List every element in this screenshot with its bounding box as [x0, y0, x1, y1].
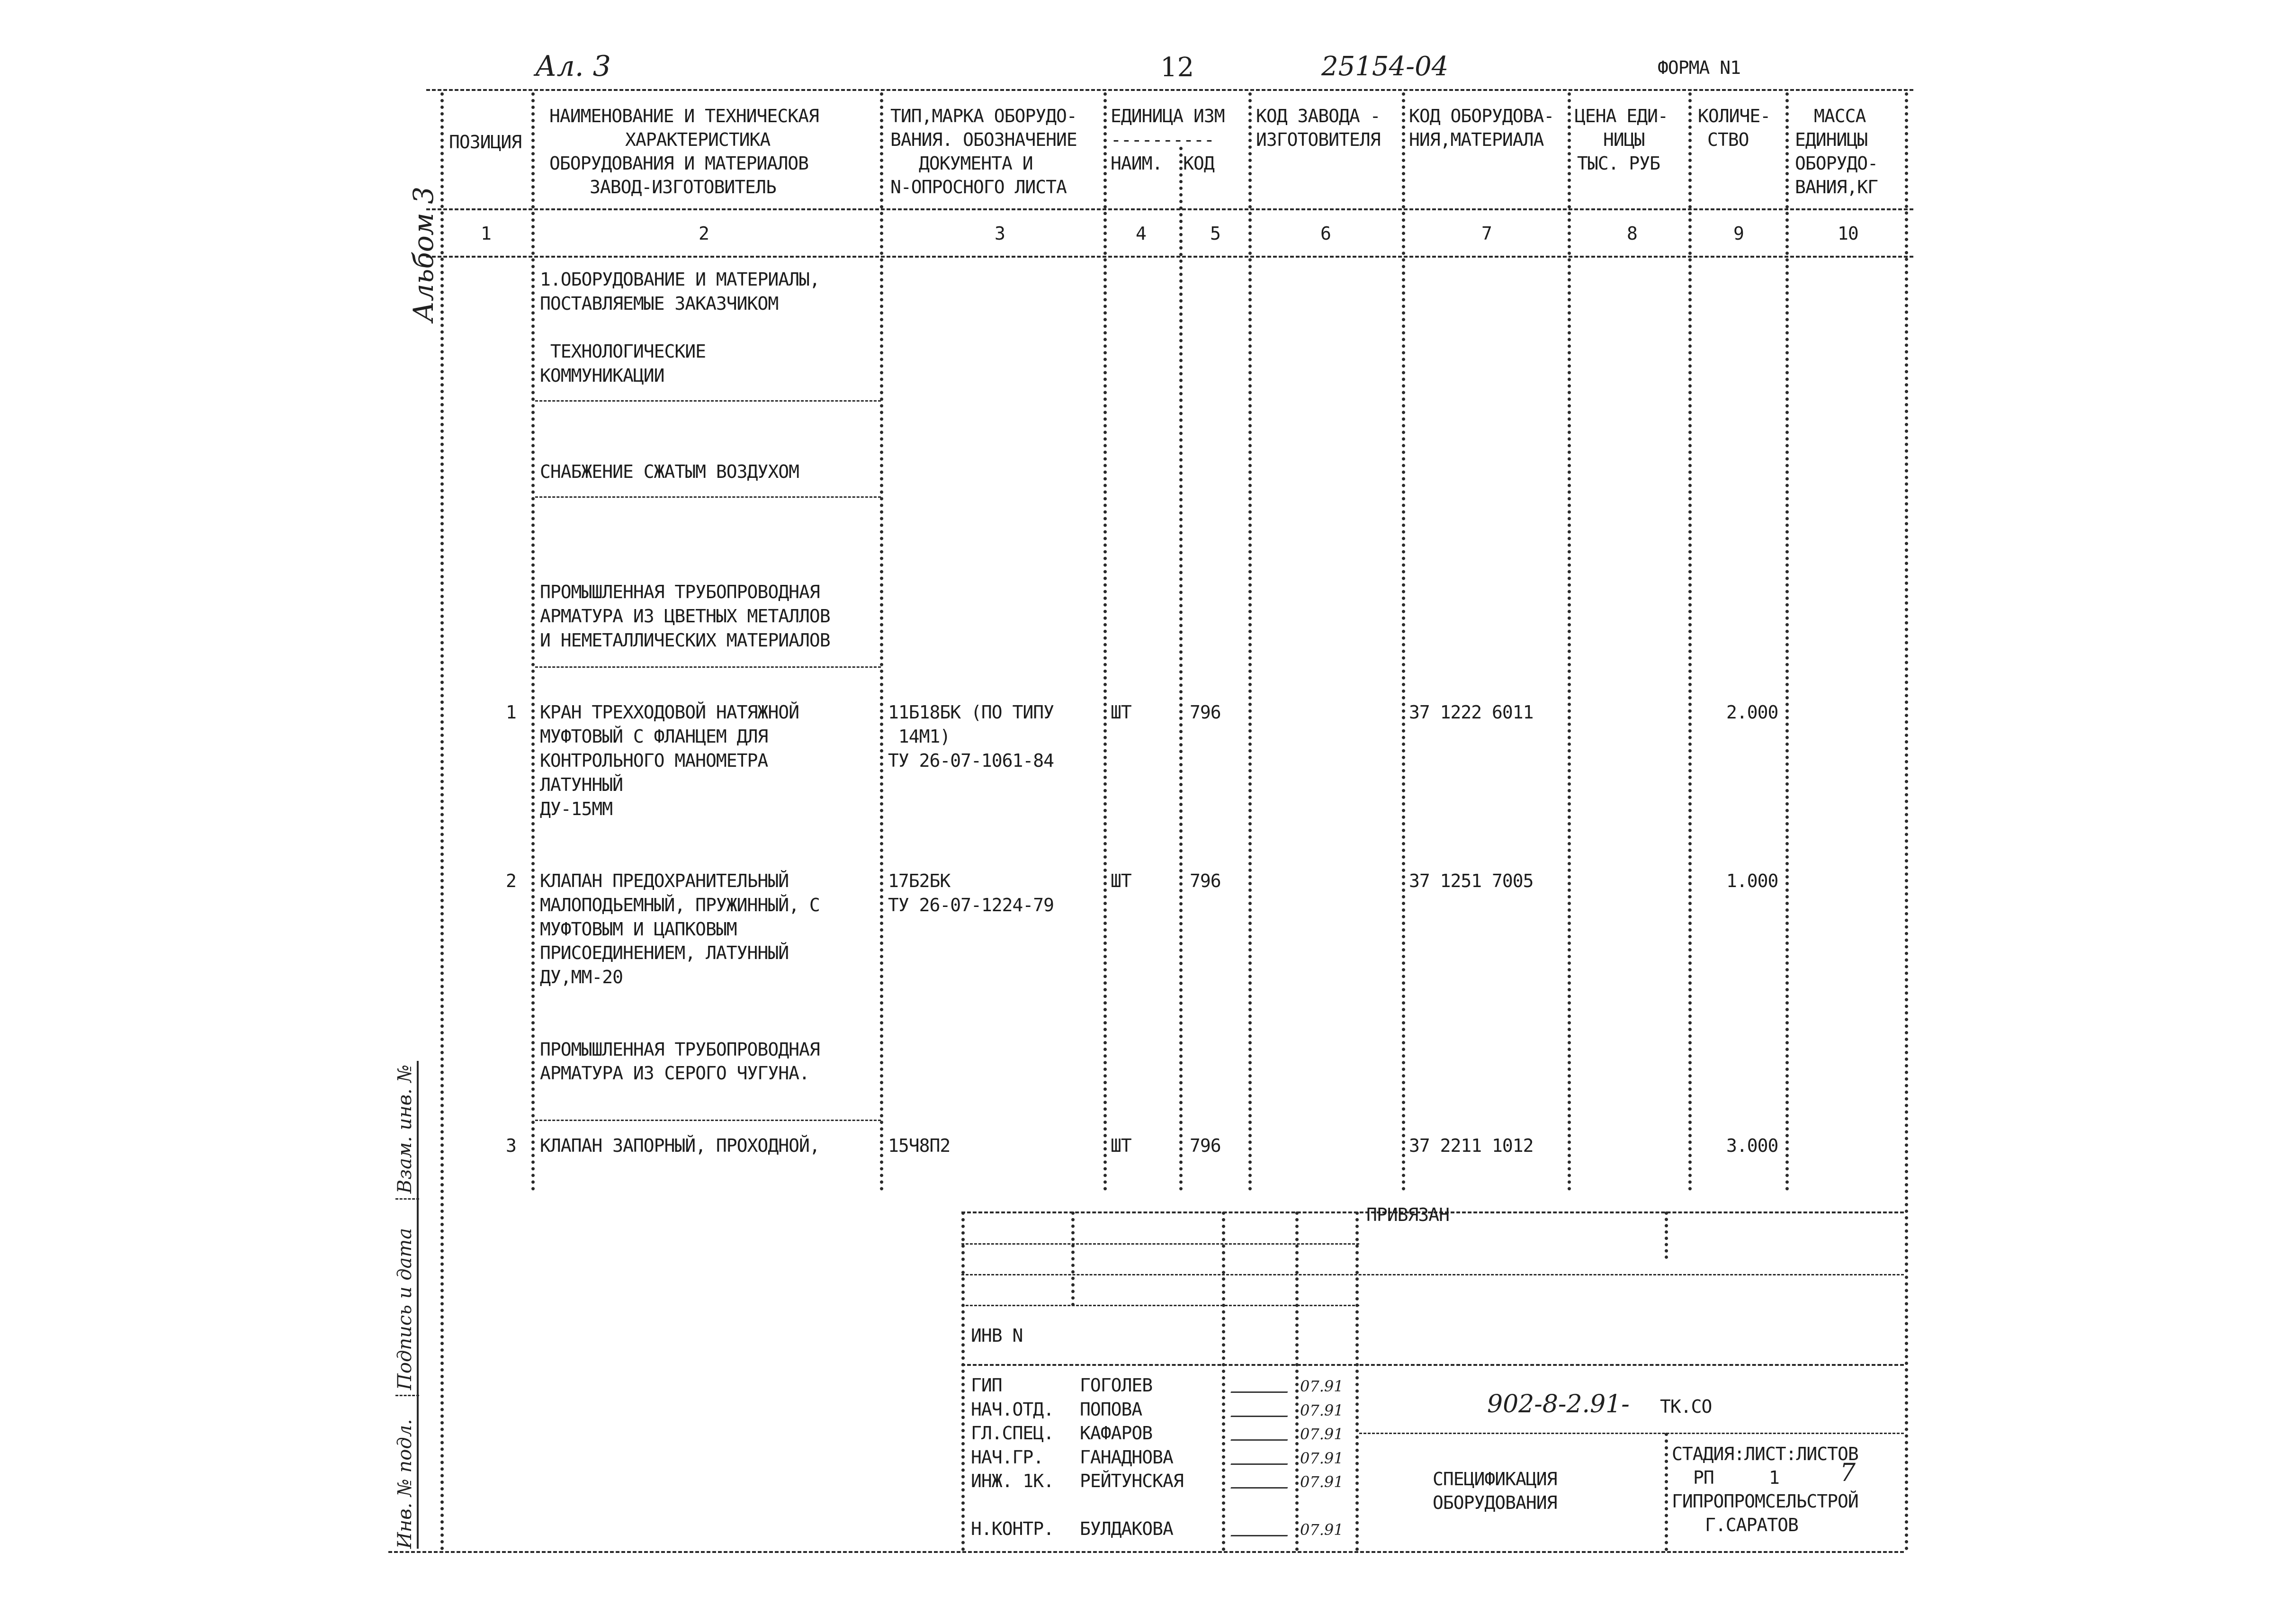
- header-quantity-line1: КОЛИЧЕ-: [1698, 106, 1771, 126]
- row-type: ТУ 26-07-1061-84: [888, 750, 1054, 771]
- page-number: 12: [1160, 52, 1194, 83]
- row-name: КРАН ТРЕХХОДОВОЙ НАТЯЖНОЙ: [540, 702, 799, 723]
- column-number-4: 4: [1136, 223, 1146, 244]
- column-number-10: 10: [1838, 223, 1858, 244]
- signer-name: ПОПОВА: [1080, 1399, 1142, 1420]
- form-label: ФОРМА N1: [1658, 57, 1741, 78]
- document-title-line1: СПЕЦИФИКАЦИЯ: [1433, 1469, 1557, 1489]
- row-unit: ШТ: [1111, 702, 1131, 723]
- row-name: ПРИСОЕДИНЕНИЕМ, ЛАТУННЫЙ: [540, 942, 789, 963]
- row-name: МУФТОВЫЙ С ФЛАНЦЕМ ДЛЯ: [540, 726, 768, 747]
- column-separator: [1248, 92, 1252, 1191]
- stamp-separator: [1295, 1211, 1299, 1551]
- row-position: 2: [506, 870, 516, 891]
- city-name: Г.САРАТОВ: [1705, 1515, 1798, 1535]
- signature-mark: [1230, 1375, 1293, 1393]
- header-equipment-code-line1: КОД ОБОРУДОВА-: [1409, 106, 1554, 126]
- column-separator: [1402, 92, 1405, 1191]
- header-type-line4: N-ОПРОСНОГО ЛИСТА: [890, 177, 1067, 197]
- header-quantity-line2: СТВО: [1707, 129, 1749, 150]
- sheet-bottom-rule: [388, 1551, 1904, 1553]
- project-suffix: ТК.СО: [1660, 1396, 1712, 1417]
- column-separator: [531, 92, 535, 1191]
- stage-value: РП: [1693, 1467, 1714, 1488]
- column-number-1: 1: [481, 223, 491, 244]
- row-name: ДУ-15ММ: [540, 798, 613, 819]
- row-position: 3: [506, 1135, 516, 1156]
- header-mass-line1: МАССА: [1814, 106, 1866, 126]
- table-right-border: [1905, 92, 1908, 1551]
- row-unit: ШТ: [1111, 870, 1131, 891]
- header-type-line3: ДОКУМЕНТА И: [919, 153, 1033, 174]
- signer-name: ГАНАДНОВА: [1080, 1447, 1173, 1468]
- stamp-separator: [1222, 1211, 1225, 1551]
- row-name: КЛАПАН ПРЕДОХРАНИТЕЛЬНЫЙ: [540, 870, 789, 891]
- row-unit-code: 796: [1190, 1135, 1221, 1156]
- stamp-separator: [1665, 1433, 1668, 1551]
- signer-role: НАЧ.ГР.: [971, 1447, 1044, 1468]
- header-factory-code-line2: ИЗГОТОВИТЕЛЯ: [1256, 129, 1381, 150]
- stamp-separator: [1355, 1211, 1359, 1551]
- row-equipment-code: 37 1222 6011: [1409, 702, 1534, 723]
- side-label-replaced: Взам. инв. №: [394, 1064, 416, 1193]
- privyazan-label: ПРИВЯЗАН: [1366, 1204, 1450, 1225]
- row-name: ТЕХНОЛОГИЧЕСКИЕ: [540, 341, 706, 362]
- row-name: КЛАПАН ЗАПОРНЫЙ, ПРОХОДНОЙ,: [540, 1135, 820, 1156]
- row-name: И НЕМЕТАЛЛИЧЕСКИХ МАТЕРИАЛОВ: [540, 630, 830, 651]
- row-quantity: 1.000: [1726, 870, 1778, 891]
- stamp-rule: [961, 1243, 1359, 1245]
- section-rule: [535, 666, 881, 668]
- row-type: 11Б18БК (ПО ТИПУ: [888, 702, 1054, 723]
- row-name: АРМАТУРА ИЗ ЦВЕТНЫХ МЕТАЛЛОВ: [540, 606, 830, 627]
- organization-name: ГИПРОПРОМСЕЛЬСТРОЙ: [1672, 1491, 1858, 1512]
- signature-mark: [1230, 1400, 1293, 1417]
- row-name: АРМАТУРА ИЗ СЕРОГО ЧУГУНА.: [540, 1063, 809, 1084]
- signer-name: ГОГОЛЕВ: [1080, 1375, 1153, 1396]
- signer-role: НАЧ.ОТД.: [971, 1399, 1054, 1420]
- column-separator: [1179, 147, 1183, 1191]
- row-unit-code: 796: [1190, 870, 1221, 891]
- stamp-rule: [961, 1364, 1904, 1366]
- signature-mark: [1230, 1447, 1293, 1465]
- row-type: 15Ч8П2: [888, 1135, 951, 1156]
- row-position: 1: [506, 702, 516, 723]
- header-name-line4: ЗАВОД-ИЗГОТОВИТЕЛЬ: [590, 177, 776, 197]
- row-name: МУФТОВЫМ И ЦАПКОВЫМ: [540, 919, 737, 940]
- signer-date: 07.91: [1300, 1377, 1344, 1395]
- column-separator: [1568, 92, 1571, 1191]
- row-name: СНАБЖЕНИЕ СЖАТЫМ ВОЗДУХОМ: [540, 461, 799, 482]
- document-code: 25154-04: [1321, 51, 1449, 82]
- header-mass-line3: ОБОРУДО-: [1795, 153, 1878, 174]
- signer-name: КАФАРОВ: [1080, 1423, 1153, 1444]
- row-equipment-code: 37 1251 7005: [1409, 870, 1534, 891]
- section-rule: [535, 400, 881, 402]
- header-position-line2: ПОЗИЦИЯ: [449, 132, 522, 153]
- row-unit: ШТ: [1111, 1135, 1131, 1156]
- signer-date: 07.91: [1300, 1473, 1344, 1491]
- row-equipment-code: 37 2211 1012: [1409, 1135, 1534, 1156]
- signature-mark: [1230, 1471, 1293, 1489]
- signer-name: БУЛДАКОВА: [1080, 1518, 1173, 1539]
- table-left-border: [440, 92, 444, 1551]
- row-name: КОНТРОЛЬНОГО МАНОМЕТРА: [540, 750, 768, 771]
- signature-mark: [1230, 1423, 1293, 1441]
- stamp-rule: [961, 1305, 1359, 1306]
- header-factory-code-line1: КОД ЗАВОДА -: [1256, 106, 1381, 126]
- signer-name: РЕЙТУНСКАЯ: [1080, 1471, 1184, 1491]
- header-unit-line1: ЕДИНИЦА ИЗМ: [1111, 106, 1225, 126]
- header-price-line2: НИЦЫ: [1603, 129, 1645, 150]
- header-type-line2: ВАНИЯ. ОБОЗНАЧЕНИЕ: [890, 129, 1077, 150]
- stage-header: СТАДИЯ:ЛИСТ:ЛИСТОВ: [1672, 1444, 1858, 1464]
- stamp-separator: [1665, 1211, 1668, 1259]
- column-number-7: 7: [1481, 223, 1492, 244]
- stamp-rule: [1359, 1433, 1904, 1434]
- column-separator: [880, 92, 883, 1191]
- column-number-3: 3: [995, 223, 1005, 244]
- header-mass-line4: ВАНИЯ,КГ: [1795, 177, 1878, 197]
- stamp-separator: [961, 1211, 965, 1551]
- stamp-rule: [961, 1274, 1904, 1275]
- signer-role: ГИП: [971, 1375, 1002, 1396]
- row-unit-code: 796: [1190, 702, 1221, 723]
- row-name: ПРОМЫШЛЕННАЯ ТРУБОПРОВОДНАЯ: [540, 582, 820, 602]
- row-name: 1.ОБОРУДОВАНИЕ И МАТЕРИАЛЫ,: [540, 269, 820, 290]
- row-type: 14М1): [888, 726, 951, 747]
- header-unit-line3: НАИМ. КОД: [1111, 153, 1214, 174]
- row-type: 17Б2БК: [888, 870, 951, 891]
- column-separator: [1688, 92, 1692, 1191]
- row-name: ДУ,ММ-20: [540, 967, 623, 987]
- side-frame-rule: [395, 1198, 419, 1200]
- table-top-rule: [426, 89, 1913, 91]
- project-code: 902-8-2.91-: [1487, 1390, 1630, 1418]
- row-name: ПОСТАВЛЯЕМЫЕ ЗАКАЗЧИКОМ: [540, 293, 779, 314]
- header-price-line3: ТЫС. РУБ: [1577, 153, 1660, 174]
- signer-role: ГЛ.СПЕЦ.: [971, 1423, 1054, 1444]
- column-number-8: 8: [1627, 223, 1637, 244]
- sheet-value: 1: [1769, 1467, 1779, 1488]
- side-frame-line: [417, 1061, 419, 1549]
- sheets-total-value: 7: [1840, 1459, 1856, 1487]
- header-mass-line2: ЕДИНИЦЫ: [1795, 129, 1868, 150]
- signer-date: 07.91: [1300, 1521, 1344, 1539]
- header-name-line1: НАИМЕНОВАНИЕ И ТЕХНИЧЕСКАЯ: [549, 106, 819, 126]
- column-number-6: 6: [1320, 223, 1331, 244]
- column-number-9: 9: [1733, 223, 1744, 244]
- header-type-line1: ТИП,МАРКА ОБОРУДО-: [890, 106, 1077, 126]
- column-separator: [1103, 92, 1107, 1191]
- column-number-5: 5: [1210, 223, 1220, 244]
- signature-mark: [1230, 1519, 1293, 1536]
- header-name-line3: ОБОРУДОВАНИЯ И МАТЕРИАЛОВ: [549, 153, 808, 174]
- signer-role: ИНЖ. 1К.: [971, 1471, 1054, 1491]
- header-equipment-code-line2: НИЯ,МАТЕРИАЛА: [1409, 129, 1544, 150]
- signer-role: Н.КОНТР.: [971, 1518, 1054, 1539]
- header-unit-line2: ----------: [1111, 129, 1214, 150]
- section-rule: [535, 496, 881, 498]
- row-name: МАЛОПОДЬЕМНЫЙ, ПРУЖИННЫЙ, С: [540, 895, 820, 915]
- signer-date: 07.91: [1300, 1401, 1344, 1419]
- album-label: Ал. 3: [535, 50, 611, 83]
- row-type: ТУ 26-07-1224-79: [888, 895, 1054, 915]
- row-name: КОММУНИКАЦИИ: [540, 365, 664, 386]
- inventory-number-label: ИНВ N: [971, 1325, 1023, 1346]
- side-label-album: Альбом 3: [407, 186, 439, 322]
- row-quantity: 3.000: [1726, 1135, 1778, 1156]
- side-frame-rule: [395, 1395, 419, 1396]
- row-name: ЛАТУННЫЙ: [540, 774, 623, 795]
- row-quantity: 2.000: [1726, 702, 1778, 723]
- column-separator: [1785, 92, 1789, 1191]
- side-label-inventory: Инв. № подл.: [394, 1419, 416, 1549]
- row-name: ПРОМЫШЛЕННАЯ ТРУБОПРОВОДНАЯ: [540, 1039, 820, 1060]
- column-number-2: 2: [699, 223, 709, 244]
- header-price-line1: ЦЕНА ЕДИ-: [1575, 106, 1668, 126]
- signer-date: 07.91: [1300, 1425, 1344, 1443]
- stamp-separator: [1071, 1211, 1075, 1306]
- header-name-line2: ХАРАКТЕРИСТИКА: [625, 129, 771, 150]
- section-rule: [535, 1120, 881, 1121]
- signer-date: 07.91: [1300, 1449, 1344, 1467]
- document-title-line2: ОБОРУДОВАНИЯ: [1433, 1492, 1557, 1513]
- side-label-signature: Подпись и дата: [394, 1228, 416, 1390]
